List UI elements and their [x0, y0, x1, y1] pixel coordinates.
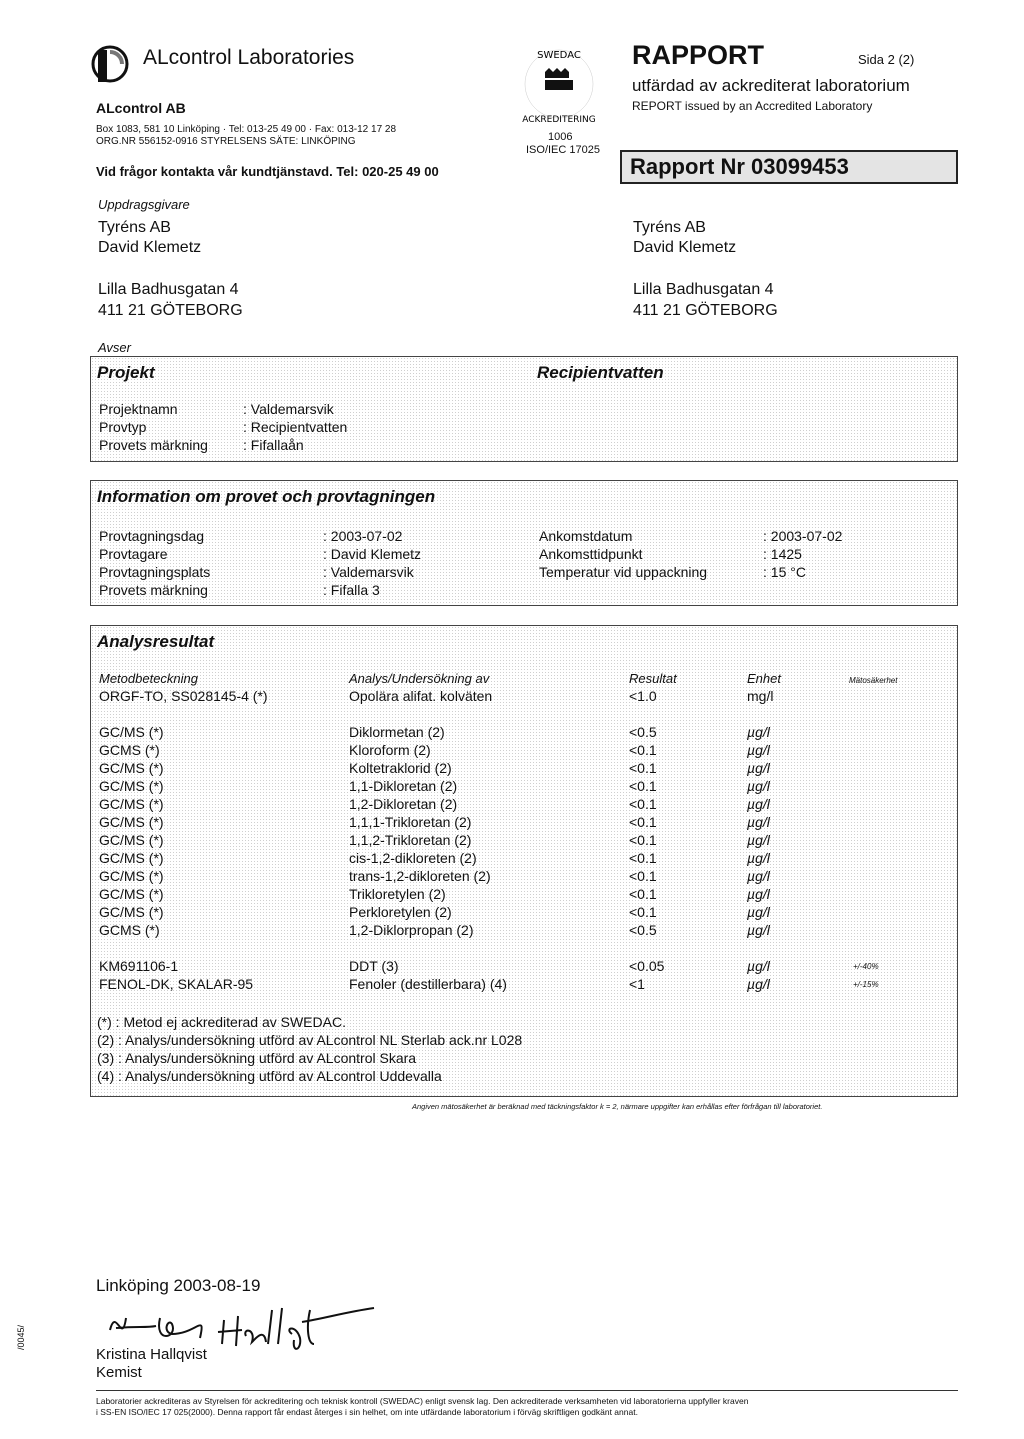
row-unit: µg/l	[747, 796, 770, 812]
row-unit: µg/l	[747, 832, 770, 848]
svg-text:SWEDAC: SWEDAC	[537, 50, 581, 61]
row-result: <0.1	[629, 850, 657, 866]
accreditation-number: 1006	[548, 131, 573, 143]
sample-type-value: : Recipientvatten	[243, 419, 348, 435]
row-result: <0.1	[629, 814, 657, 830]
row-analysis: 1,2-Diklorpropan (2)	[349, 922, 474, 938]
signer-title: Kemist	[96, 1364, 142, 1381]
table-row	[91, 742, 951, 760]
report-title: RAPPORT	[632, 40, 765, 70]
row-unit: µg/l	[747, 958, 770, 974]
company-logo	[88, 42, 132, 86]
row-uncertainty: +/-15%	[853, 980, 879, 989]
row-unit: µg/l	[747, 760, 770, 776]
place-date: Linköping 2003-08-19	[96, 1276, 261, 1295]
info-left-value: : Valdemarsvik	[323, 564, 414, 580]
client-street: Lilla Badhusgatan 4	[98, 281, 239, 298]
sampling-info-box	[90, 480, 958, 606]
project-name-value: : Valdemarsvik	[243, 401, 334, 417]
table-row	[91, 958, 951, 976]
row-unit: µg/l	[747, 850, 770, 866]
page-number: Sida 2 (2)	[858, 52, 915, 67]
table-row	[91, 814, 951, 832]
project-box	[90, 356, 958, 462]
swedac-seal	[513, 42, 605, 130]
uncertainty-footnote: Angiven mätosäkerhet är beräknad med täckningsfaktor k = 2, närmare uppgifter kan erhållas efter förfrågan till laboratoriet.	[412, 1102, 823, 1111]
table-row	[91, 904, 951, 922]
row-method: GCMS (*)	[99, 922, 160, 938]
row-result: <0.1	[629, 832, 657, 848]
col-unit: Enhet	[747, 671, 781, 686]
row-unit: mg/l	[747, 688, 774, 704]
row-unit: µg/l	[747, 778, 770, 794]
row-analysis: 1,1-Dikloretan (2)	[349, 778, 458, 794]
info-left-label: Provtagare	[99, 546, 168, 562]
recipient-street: Lilla Badhusgatan 4	[633, 281, 774, 298]
row-unit: µg/l	[747, 886, 770, 902]
info-right-value: : 2003-07-02	[763, 528, 843, 544]
note-line: (3) : Analys/undersökning utförd av ALcontrol Skara	[97, 1050, 417, 1066]
table-row	[91, 796, 951, 814]
row-analysis: trans-1,2-dikloreten (2)	[349, 868, 491, 884]
info-left-value: : Fifalla 3	[323, 582, 380, 598]
note-line: (4) : Analys/undersökning utförd av ALcontrol Uddevalla	[97, 1068, 442, 1084]
row-result: <0.1	[629, 778, 657, 794]
row-analysis: DDT (3)	[349, 958, 399, 974]
row-unit: µg/l	[747, 976, 770, 992]
subtitle-sv: utfärdad av ackrediterat laboratorium	[632, 76, 910, 95]
row-result: <0.5	[629, 922, 657, 938]
table-row	[91, 868, 951, 886]
sample-marking-value: : Fifallaån	[243, 437, 304, 453]
address-line: Box 1083, 581 10 Linköping · Tel: 013-25 49 00 · Fax: 013-12 17 28	[96, 124, 397, 135]
row-analysis: 1,2-Dikloretan (2)	[349, 796, 458, 812]
info-left-label: Provtagningsplats	[99, 564, 211, 580]
row-method: GC/MS (*)	[99, 814, 164, 830]
footer-line-2: i SS-EN ISO/IEC 17 025(2000). Denna rapport får endast återges i sin helhet, om inte utfärdande laboratorium i förväg skriftligen godkänt annat.	[96, 1407, 638, 1417]
row-uncertainty: +/-40%	[853, 962, 879, 971]
table-row	[91, 760, 951, 778]
row-result: <0.1	[629, 868, 657, 884]
row-result: <0.1	[629, 742, 657, 758]
note-line: (2) : Analys/undersökning utförd av ALcontrol NL Sterlab ack.nr L028	[97, 1032, 523, 1048]
row-method: GC/MS (*)	[99, 796, 164, 812]
row-unit: µg/l	[747, 814, 770, 830]
row-method: GC/MS (*)	[99, 724, 164, 740]
col-result: Resultat	[629, 671, 677, 686]
row-method: GC/MS (*)	[99, 868, 164, 884]
row-analysis: Perkloretylen (2)	[349, 904, 452, 920]
col-method: Metodbeteckning	[99, 671, 199, 686]
subtitle-en: REPORT issued by an Accredited Laboratory	[632, 99, 873, 113]
info-right-value: : 1425	[763, 546, 802, 562]
row-method: KM691106-1	[99, 958, 179, 974]
info-left-label: Provets märkning	[99, 582, 208, 598]
row-method: ORGF-TO, SS028145-4 (*)	[99, 688, 268, 704]
sample-type-heading: Recipientvatten	[537, 363, 664, 382]
row-method: FENOL-DK, SKALAR-95	[99, 976, 254, 992]
info-left-label: Provtagningsdag	[99, 528, 205, 544]
recipient-city: 411 21 GÖTEBORG	[633, 302, 778, 319]
footer-rule	[96, 1390, 958, 1391]
org-line: ORG.NR 556152-0916 STYRELSENS SÄTE: LINKÖPING	[96, 136, 356, 147]
row-result: <1.0	[629, 688, 657, 704]
row-method: GCMS (*)	[99, 742, 160, 758]
row-unit: µg/l	[747, 922, 770, 938]
info-right-value: : 15 °C	[763, 564, 806, 580]
row-analysis: Diklormetan (2)	[349, 724, 445, 740]
swedac-seal-icon	[513, 42, 605, 130]
row-analysis: Fenoler (destillerbara) (4)	[349, 976, 507, 992]
row-unit: µg/l	[747, 904, 770, 920]
row-unit: µg/l	[747, 868, 770, 884]
row-analysis: 1,1,2-Trikloretan (2)	[349, 832, 472, 848]
table-row	[91, 778, 951, 796]
row-result: <0.1	[629, 796, 657, 812]
table-row	[91, 922, 951, 940]
row-analysis: Trikloretylen (2)	[349, 886, 446, 902]
report-number: Rapport Nr 03099453	[620, 150, 958, 184]
row-result: <0.05	[629, 958, 665, 974]
analysis-results-box	[90, 625, 958, 1097]
recipient-company: Tyréns AB	[633, 219, 706, 236]
row-method: GC/MS (*)	[99, 850, 164, 866]
info-right-label: Ankomsttidpunkt	[539, 546, 643, 562]
footer-line-1: Laboratorier ackrediteras av Styrelsen för ackreditering och teknisk kontroll (SWEDAC) enligt svensk lag. Den ackrediterade verksamheten vid laboratorierna uppfyller kraven	[96, 1396, 749, 1406]
row-method: GC/MS (*)	[99, 832, 164, 848]
client-city: 411 21 GÖTEBORG	[98, 302, 243, 319]
svg-text:ACKREDITERING: ACKREDITERING	[522, 115, 596, 125]
client-person: David Klemetz	[98, 239, 202, 256]
row-result: <0.5	[629, 724, 657, 740]
company-ab: ALcontrol AB	[96, 100, 186, 116]
analysis-heading: Analysresultat	[97, 632, 215, 651]
row-analysis: 1,1,1-Trikloretan (2)	[349, 814, 472, 830]
project-name-label: Projektnamn	[99, 401, 178, 417]
col-analysis: Analys/Undersökning av	[349, 671, 490, 686]
sample-type-label: Provtyp	[99, 419, 147, 435]
sample-marking-label: Provets märkning	[99, 437, 208, 453]
side-mark: /0045/	[16, 1324, 26, 1350]
avser-label: Avser	[98, 340, 131, 355]
alcontrol-logo-icon	[88, 42, 132, 86]
row-method: GC/MS (*)	[99, 886, 164, 902]
accreditation-standard: ISO/IEC 17025	[526, 144, 600, 156]
row-result: <0.1	[629, 760, 657, 776]
table-row	[91, 724, 951, 742]
row-unit: µg/l	[747, 724, 770, 740]
info-right-label: Temperatur vid uppackning	[539, 564, 708, 580]
row-result: <1	[629, 976, 645, 992]
info-left-value: : David Klemetz	[323, 546, 422, 562]
row-method: GC/MS (*)	[99, 760, 164, 776]
table-row	[91, 688, 951, 706]
signer-name: Kristina Hallqvist	[96, 1346, 207, 1363]
row-analysis: Koltetraklorid (2)	[349, 760, 452, 776]
row-unit: µg/l	[747, 742, 770, 758]
row-result: <0.1	[629, 886, 657, 902]
row-analysis: Opolära alifat. kolväten	[349, 688, 493, 704]
recipient-person: David Klemetz	[633, 239, 737, 256]
table-row	[91, 832, 951, 850]
sampling-info-heading: Information om provet och provtagningen	[97, 487, 436, 506]
client-company: Tyréns AB	[98, 219, 171, 236]
col-uncertainty: Mätosäkerhet	[849, 676, 898, 685]
row-analysis: cis-1,2-dikloreten (2)	[349, 850, 477, 866]
table-row	[91, 886, 951, 904]
project-heading: Projekt	[97, 363, 155, 382]
row-method: GC/MS (*)	[99, 778, 164, 794]
contact-line: Vid frågor kontakta vår kundtjänstavd. Tel: 020-25 49 00	[96, 164, 439, 179]
table-row	[91, 976, 951, 994]
row-analysis: Kloroform (2)	[349, 742, 431, 758]
client-label: Uppdragsgivare	[98, 197, 190, 212]
row-result: <0.1	[629, 904, 657, 920]
info-right-label: Ankomstdatum	[539, 528, 633, 544]
row-method: GC/MS (*)	[99, 904, 164, 920]
note-line: (*) : Metod ej ackrediterad av SWEDAC.	[97, 1014, 346, 1030]
table-row	[91, 850, 951, 868]
company-name: ALcontrol Laboratories	[143, 46, 355, 69]
info-left-value: : 2003-07-02	[323, 528, 403, 544]
